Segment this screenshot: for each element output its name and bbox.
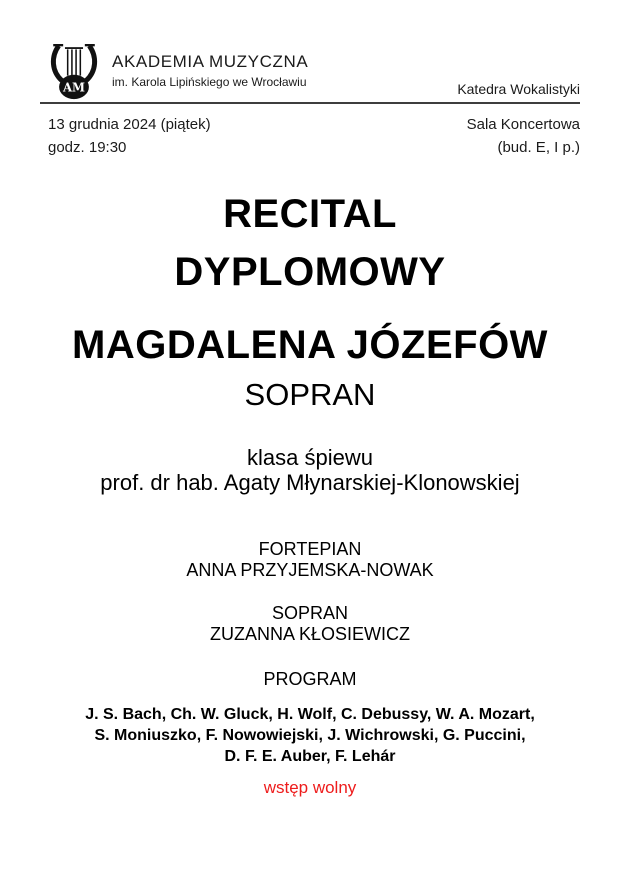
collaborator-name: ZUZANNA KŁOSIEWICZ: [209, 624, 411, 644]
event-time: godz. 19:30: [48, 139, 127, 156]
recital-title: [0, 185, 620, 301]
academy-subtitle: im. Karola Lipińskiego we Wrocławiu: [112, 75, 307, 89]
performer-voice: SOPRAN: [244, 377, 376, 412]
lyre-icon: [48, 44, 100, 100]
collaborator-name: ANNA PRZYJEMSKA-NOWAK: [186, 560, 434, 580]
composers-list: [0, 704, 620, 767]
recital-title-line1: RECITAL: [223, 192, 397, 236]
composers-line2: S. Moniuszko, F. Nowowiejski, J. Wichrowski, G. Puccini,: [94, 727, 526, 744]
header-top: [48, 44, 580, 100]
class-line1: klasa śpiewu: [247, 445, 373, 470]
venue-name: Sala Koncertowa: [466, 116, 580, 133]
class-line2: prof. dr hab. Agaty Młynarskiej-Klonowskiej: [100, 470, 520, 495]
recital-title-line2: DYPLOMOWY: [174, 250, 446, 294]
event-venue: [467, 113, 580, 159]
department-label: Katedra Wokalistyki: [457, 81, 580, 97]
collaborator-soprano: [0, 603, 620, 645]
academy-text: [112, 44, 308, 89]
performer-name: MAGDALENA JÓZEFÓW: [72, 323, 548, 367]
academy-name: AKADEMIA MUZYCZNA: [112, 52, 309, 71]
venue-detail: (bud. E, I p.): [497, 139, 580, 156]
class-info: [0, 445, 620, 495]
header: [0, 0, 620, 100]
admission-note: wstęp wolny: [263, 778, 357, 797]
composers-line1: J. S. Bach, Ch. W. Gluck, H. Wolf, C. Debussy, W. A. Mozart,: [85, 706, 535, 723]
program-heading: PROGRAM: [263, 669, 357, 689]
collaborator-role: SOPRAN: [271, 603, 349, 623]
event-info-row: [0, 104, 620, 159]
collaborator-role: FORTEPIAN: [258, 539, 362, 559]
composers-line3: D. F. E. Auber, F. Lehár: [224, 748, 396, 765]
event-date: 13 grudnia 2024 (piątek): [48, 116, 211, 133]
academy-branding: [48, 44, 308, 100]
svg-text:AM: AM: [62, 80, 86, 95]
event-datetime: [48, 113, 211, 159]
collaborator-pianist: [0, 539, 620, 581]
poster-content: [0, 185, 620, 798]
